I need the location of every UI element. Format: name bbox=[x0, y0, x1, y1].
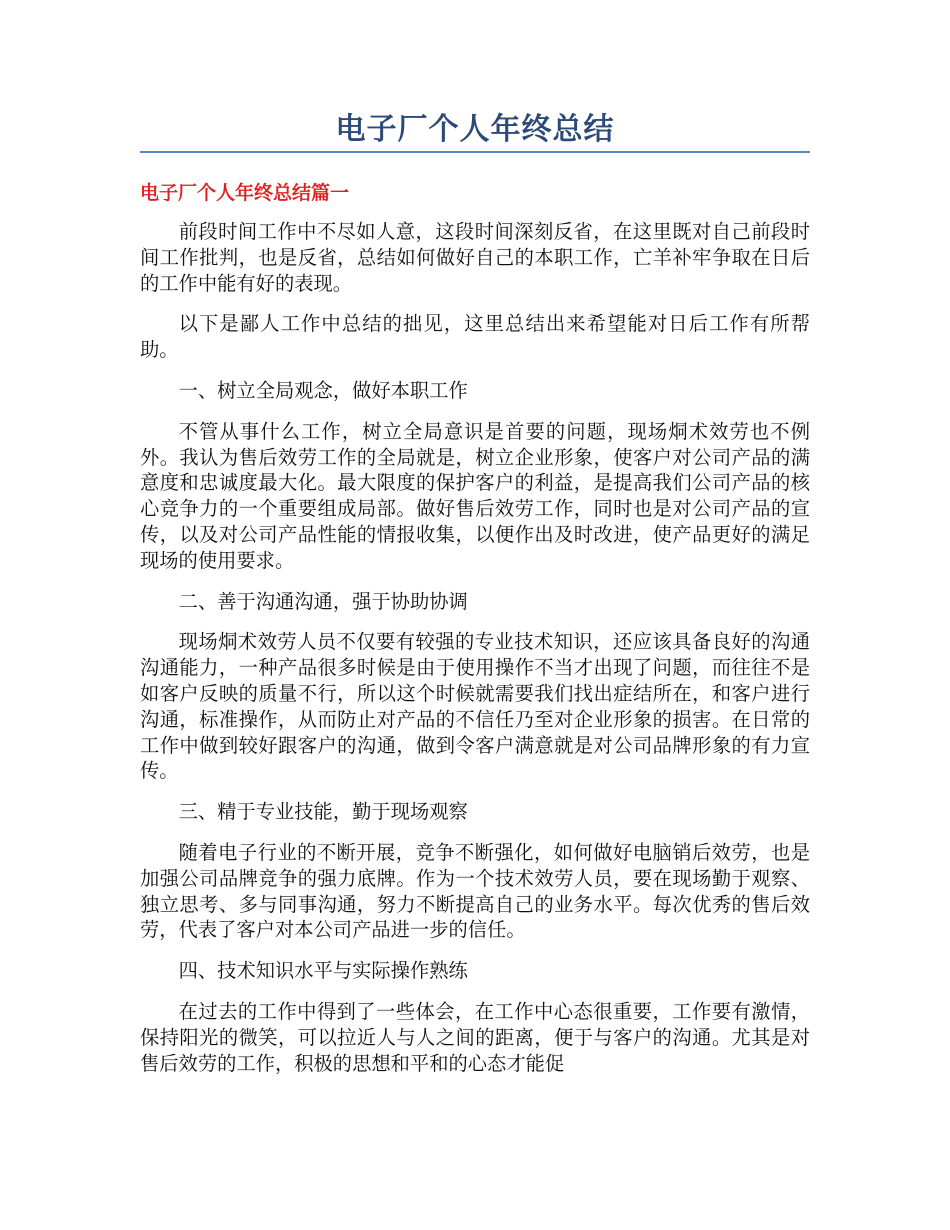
title-divider bbox=[140, 151, 810, 153]
paragraph-4: 在过去的工作中得到了一些体会，在工作中心态很重要，工作要有激情，保持阳光的微笑，可以拉近人与人之间的距离，便于与客户的沟通。尤其是对售后效劳的工作，积极的思想和平和的心态才能促 bbox=[140, 999, 810, 1075]
document-title: 电子厂个人年终总结 bbox=[335, 112, 615, 147]
paragraph-2: 现场烔术效劳人员不仅要有较强的专业技术知识，还应该具备良好的沟通沟通能力，一种产品很多时候是由于使用操作不当才出现了问题，而往往不是如客户反映的质量不行，所以这个时候就需要我们找出症结所在，和客户进行沟通，标准操作，从而防止对产品的不信任乃至对企业形象的损害。在日常的工作中做到较好跟客户的沟通，做到令客户满意就是对公司品牌形象的有力宣传。 bbox=[140, 630, 810, 783]
subheading-3: 三、精于专业技能，勤于现场观察 bbox=[178, 800, 468, 824]
paragraph-intro: 前段时间工作中不尽如人意，这段时间深刻反省，在这里既对自己前段时间工作批判，也是反省，总结如何做好自己的本职工作，亡羊补牢争取在日后的工作中能有好的表现。 bbox=[140, 220, 810, 295]
subheading-1: 一、树立全局观念，做好本职工作 bbox=[178, 378, 468, 402]
paragraph-opinion: 以下是鄙人工作中总结的拙见，这里总结出来希望能对日后工作有所帮助。 bbox=[140, 312, 810, 362]
section-heading: 电子厂个人年终总结篇一 bbox=[140, 182, 350, 204]
paragraph-1: 不管从事什么工作，树立全局意识是首要的问题，现场烔术效劳也不例外。我认为售后效劳工作的全局就是，树立企业形象，使客户对公司产品的满意度和忠诚度最大化。最大限度的保护客户的利益，是提高我们公司产品的核心竞争力的一个重要组成局部。做好售后效劳工作，同时也是对公司产品的宣传，以及对公司产品性能的情报收集，以便作出及时改进，使产品更好的满足现场的使用要求。 bbox=[140, 419, 810, 572]
subheading-4: 四、技术知识水平与实际操作熟练 bbox=[178, 959, 468, 983]
document-body bbox=[140, 219, 810, 1091]
subheading-2: 二、善于沟通沟通，强于协助协调 bbox=[178, 589, 468, 613]
paragraph-3: 随着电子行业的不断开展，竞争不断强化，如何做好电脑销后效劳，也是加强公司品牌竞争的强力底牌。作为一个技术效劳人员，要在现场勤于观察、独立思考、多与同事沟通，努力不断提高自己的业务水平。每次优秀的售后效劳，代表了客户对本公司产品进一步的信任。 bbox=[140, 840, 810, 942]
